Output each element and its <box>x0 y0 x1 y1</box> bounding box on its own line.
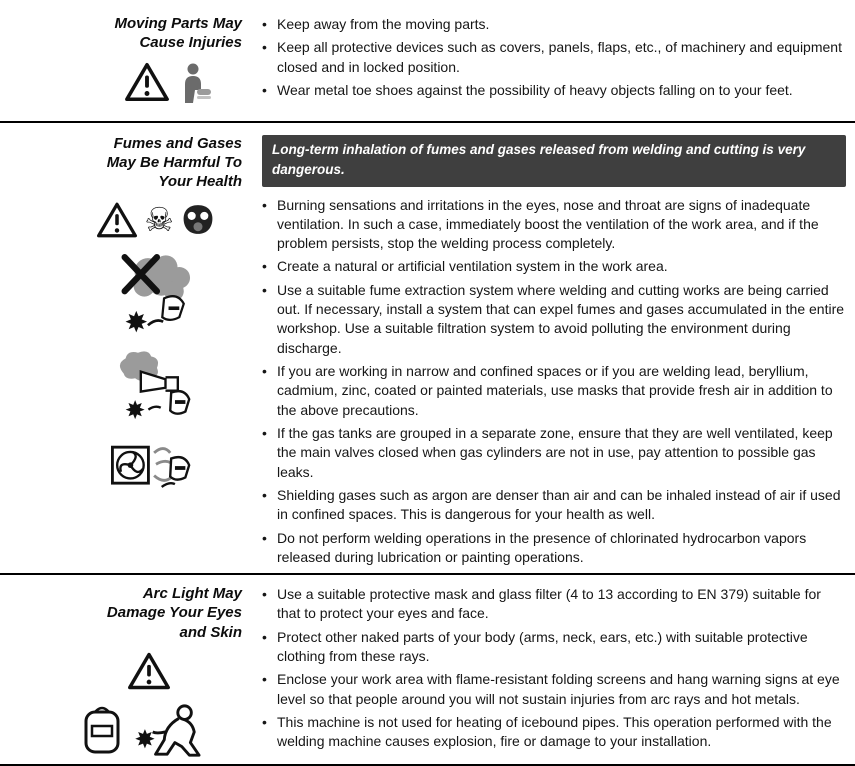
bullet-text: Create a natural or artificial ventilation system in the work area. <box>277 258 668 275</box>
kneeling-welder-icon <box>128 702 216 760</box>
bullet-item <box>262 15 846 34</box>
fume-extraction-icon <box>108 347 204 421</box>
section-moving-parts <box>0 0 855 121</box>
section-title <box>107 584 242 642</box>
bullet-item <box>262 585 846 624</box>
bullet-item <box>262 281 846 358</box>
bullet-text: Protect other naked parts of your body (arms, neck, ears, etc.) with suitable protective clothing from these rays. <box>277 628 808 665</box>
skull-crossbones-icon: ☠ <box>144 201 174 239</box>
bullet-item <box>262 196 846 254</box>
section-arc-light-body <box>250 584 855 764</box>
section-fumes-gases-body <box>250 134 855 573</box>
warning-triangle-icon <box>124 61 170 103</box>
bullet-marker: • <box>262 671 267 688</box>
bullet-marker: • <box>262 529 267 546</box>
warning-triangle-icon <box>127 651 171 691</box>
bullet-marker: • <box>262 628 267 645</box>
danger-callout: Long-term inhalation of fumes and gases released from welding and cutting is very dangerous. <box>262 135 846 187</box>
bullet-list <box>262 585 846 752</box>
hazard-icon-row <box>96 201 216 239</box>
section-title <box>114 14 242 52</box>
bullet-item <box>262 362 846 420</box>
section-moving-parts-left <box>0 14 250 121</box>
bullet-text: Enclose your work area with flame-resistant folding screens and hang warning signs at eye level so that people around you will not sustain injuries from arc rays and hot metals. <box>277 671 840 707</box>
hazard-icons <box>82 651 216 760</box>
bullet-marker: • <box>262 81 267 98</box>
warning-triangle-icon <box>96 201 138 239</box>
title-line: Arc Light May <box>142 585 242 603</box>
title-line: May Be Harmful To <box>106 154 242 172</box>
bullet-marker: • <box>262 586 267 603</box>
section-arc-light <box>0 575 855 764</box>
bullet-text: If the gas tanks are grouped in a separate zone, ensure that they are well ventilated, keep the main valves closed when gas cylinders are not in use, pay attention to possible gas leaks. <box>277 424 833 480</box>
title-line: Damage Your Eyes <box>106 604 242 622</box>
ventilation-fan-icon <box>108 432 204 504</box>
hazard-icon-row <box>82 702 216 760</box>
section-title <box>107 134 242 192</box>
bullet-text: This machine is not used for heating of icebound pipes. This operation performed with the welding machine causes explosion, fire or damage to your installation. <box>277 714 832 750</box>
bullet-item <box>262 81 846 100</box>
bullet-text: Shielding gases such as argon are denser than air and can be inhaled instead of air if used in confined spaces. This is dangerous for your health as well. <box>277 486 841 523</box>
hazard-icons <box>96 201 216 504</box>
pinch-hazard-figure-icon <box>178 63 212 103</box>
bullet-item <box>262 529 846 568</box>
bullet-list <box>262 15 846 100</box>
bullet-item <box>262 670 846 709</box>
bullet-text: If you are working in narrow and confined spaces or if you are welding lead, beryllium, cadmium, zinc, coated or painted materials, use masks that provide fresh air in addition to the above precautions. <box>277 363 833 418</box>
bullet-marker: • <box>262 258 267 275</box>
title-line: Fumes and Gases <box>113 135 242 152</box>
welding-helmet-icon <box>82 706 122 756</box>
bullet-marker: • <box>262 281 267 298</box>
section-fumes-gases <box>0 123 855 573</box>
bullet-item <box>262 257 846 276</box>
bullet-marker: • <box>262 714 267 730</box>
bullet-text: Burning sensations and irritations in the eyes, nose and throat are signs of inadequate ventilation. In such a case, immediately boost the ventilation of the work area, and if the problem persists, stop the welding process completely. <box>277 196 819 252</box>
bullet-list <box>262 196 846 568</box>
bullet-text: Keep all protective devices such as covers, panels, flaps, etc., of machinery and equipment closed and in locked position. <box>277 39 842 75</box>
welding-fumes-prohibited-icon <box>105 250 207 336</box>
section-fumes-gases-left <box>0 134 250 573</box>
gas-mask-icon <box>180 203 216 236</box>
section-arc-light-left <box>0 584 250 764</box>
bullet-item <box>262 628 846 667</box>
section-moving-parts-body <box>250 14 855 121</box>
bullet-text: Use a suitable protective mask and glass filter (4 to 13 according to EN 379) suitable for that to protect your eyes and face. <box>277 586 821 622</box>
bullet-item <box>262 424 846 482</box>
bullet-text: Do not perform welding operations in the presence of chlorinated hydrocarbon vapors released during lubrication or painting operations. <box>277 529 807 565</box>
title-line: Moving Parts May <box>114 15 242 32</box>
bullet-marker: • <box>262 16 267 32</box>
bullet-item <box>262 486 846 525</box>
bullet-marker: • <box>262 424 267 441</box>
bullet-marker: • <box>262 196 267 213</box>
title-line: and Skin <box>179 623 242 641</box>
bullet-marker: • <box>262 39 267 56</box>
title-line: Cause Injuries <box>139 34 242 52</box>
bullet-marker: • <box>262 363 267 379</box>
bullet-text: Keep away from the moving parts. <box>277 16 490 32</box>
bullet-item <box>262 713 846 752</box>
hazard-icons <box>124 61 212 103</box>
bullet-text: Wear metal toe shoes against the possibility of heavy objects falling on to your feet. <box>277 81 793 98</box>
bullet-marker: • <box>262 486 267 503</box>
bullet-item <box>262 38 846 77</box>
bullet-text: Use a suitable fume extraction system where welding and cutting works are being carried out. If necessary, install a system that can expel fumes and gases accumulated in the entire workshop. Use a suitable filtration system to avoid polluting the environment during discharge. <box>277 281 845 356</box>
title-line: Your Health <box>158 173 242 191</box>
